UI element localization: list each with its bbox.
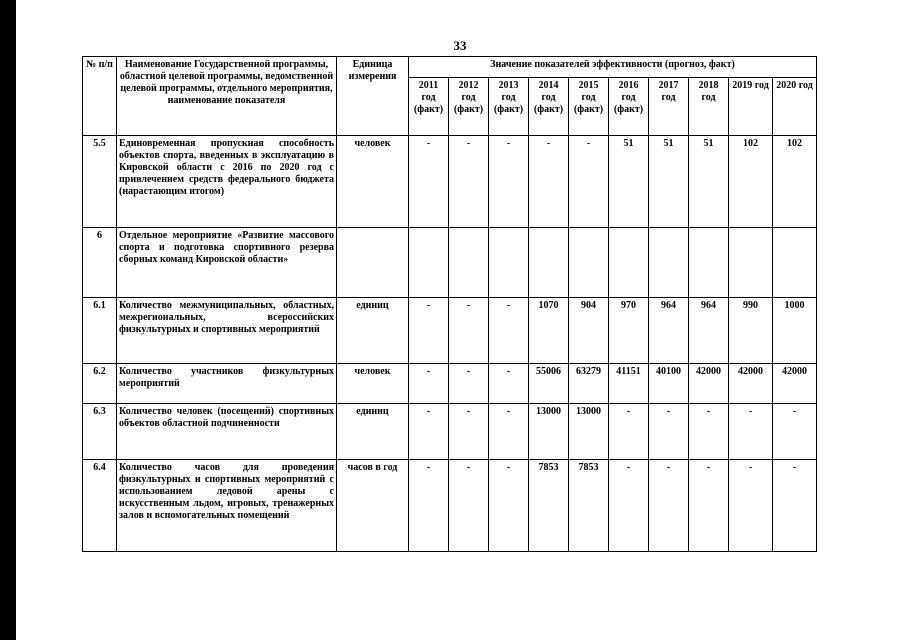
row-value: 102 (729, 136, 773, 228)
row-value: 7853 (529, 460, 569, 552)
row-value: - (529, 136, 569, 228)
row-value: - (773, 460, 817, 552)
row-num: 6.1 (83, 298, 117, 364)
row-num: 6.2 (83, 364, 117, 404)
row-unit: единиц (337, 298, 409, 364)
row-value: 40100 (649, 364, 689, 404)
row-unit: часов в год (337, 460, 409, 552)
row-value (449, 228, 489, 298)
header-year: 2018 год (689, 78, 729, 136)
row-value: 41151 (609, 364, 649, 404)
row-value: 7853 (569, 460, 609, 552)
row-value: 1070 (529, 298, 569, 364)
row-value: 51 (609, 136, 649, 228)
row-value: - (449, 460, 489, 552)
row-name: Количество межмуниципальных, областных, межрегиональных, всероссийских физкультурных и спортивных мероприятий (117, 298, 337, 364)
row-value: 42000 (729, 364, 773, 404)
row-name: Количество часов для проведения физкультурных и спортивных мероприятий с использованием ледовой арены с искусственным льдом, игровых, тренажерных залов и вспомогательных помещений (117, 460, 337, 552)
table-row (83, 364, 817, 404)
row-value: - (729, 404, 773, 460)
header-num: № п/п (83, 57, 117, 136)
row-value: - (609, 460, 649, 552)
row-value: - (773, 404, 817, 460)
row-value: 1000 (773, 298, 817, 364)
row-unit: единиц (337, 404, 409, 460)
row-value: - (409, 460, 449, 552)
row-value: 964 (649, 298, 689, 364)
row-value: - (649, 404, 689, 460)
header-year: 2013 год (факт) (489, 78, 529, 136)
header-year: 2015 год (факт) (569, 78, 609, 136)
row-value: - (449, 404, 489, 460)
row-value: 13000 (569, 404, 609, 460)
row-value: - (489, 404, 529, 460)
row-value: - (689, 460, 729, 552)
row-value: 51 (649, 136, 689, 228)
row-num: 6.3 (83, 404, 117, 460)
row-value: - (489, 136, 529, 228)
row-value (569, 228, 609, 298)
row-value (489, 228, 529, 298)
row-name: Отдельное мероприятие «Развитие массового спорта и подготовка спортивного резерва сборных команд Кировской области» (117, 228, 337, 298)
row-value: - (449, 364, 489, 404)
table-row (83, 228, 817, 298)
row-value (409, 228, 449, 298)
row-value: - (409, 404, 449, 460)
row-value: 42000 (689, 364, 729, 404)
row-name: Количество участников физкультурных мероприятий (117, 364, 337, 404)
row-value: 51 (689, 136, 729, 228)
row-value: 970 (609, 298, 649, 364)
row-unit: человек (337, 136, 409, 228)
header-year: 2020 год (773, 78, 817, 136)
row-value: 63279 (569, 364, 609, 404)
header-year: 2016 год (факт) (609, 78, 649, 136)
row-value: - (489, 298, 529, 364)
row-value: - (449, 136, 489, 228)
row-value (729, 228, 773, 298)
table-row (83, 298, 817, 364)
row-value: 13000 (529, 404, 569, 460)
row-name: Единовременная пропускная способность объектов спорта, введенных в эксплуатацию в Кировской области с 2016 по 2020 год с привлечением средств федерального бюджета (нарастающим итогом) (117, 136, 337, 228)
row-value: 964 (689, 298, 729, 364)
row-value: 904 (569, 298, 609, 364)
header-year: 2014 год (факт) (529, 78, 569, 136)
row-value: - (449, 298, 489, 364)
page-number: 33 (453, 38, 467, 53)
row-num: 6.4 (83, 460, 117, 552)
row-value (773, 228, 817, 298)
header-name: Наименование Государственной программы, областной целевой программы, ведомственной целевой программы, отдельного мероприятия, наименование показателя (117, 57, 337, 136)
scan-edge (0, 0, 16, 640)
row-value: - (409, 298, 449, 364)
row-num: 5.5 (83, 136, 117, 228)
indicators-table (82, 56, 817, 552)
row-value: - (489, 460, 529, 552)
header-unit: Единица измерения (337, 57, 409, 136)
row-num: 6 (83, 228, 117, 298)
row-unit (337, 228, 409, 298)
row-value: 990 (729, 298, 773, 364)
row-value: 42000 (773, 364, 817, 404)
header-year: 2017 год (649, 78, 689, 136)
row-value: - (729, 460, 773, 552)
row-value: - (409, 364, 449, 404)
table-row (83, 460, 817, 552)
header-year: 2011 год (факт) (409, 78, 449, 136)
header-year: 2012 год (факт) (449, 78, 489, 136)
row-value: - (409, 136, 449, 228)
row-unit: человек (337, 364, 409, 404)
row-value (689, 228, 729, 298)
row-name: Количество человек (посещений) спортивных объектов областной подчиненности (117, 404, 337, 460)
table-row (83, 136, 817, 228)
row-value: - (569, 136, 609, 228)
row-value: 102 (773, 136, 817, 228)
row-value: - (609, 404, 649, 460)
row-value (529, 228, 569, 298)
header-year: 2019 год (729, 78, 773, 136)
row-value (609, 228, 649, 298)
row-value: 55006 (529, 364, 569, 404)
row-value (649, 228, 689, 298)
header-values-group: Значение показателей эффективности (прогноз, факт) (409, 57, 817, 78)
row-value: - (649, 460, 689, 552)
row-value: - (489, 364, 529, 404)
table-row (83, 404, 817, 460)
row-value: - (689, 404, 729, 460)
